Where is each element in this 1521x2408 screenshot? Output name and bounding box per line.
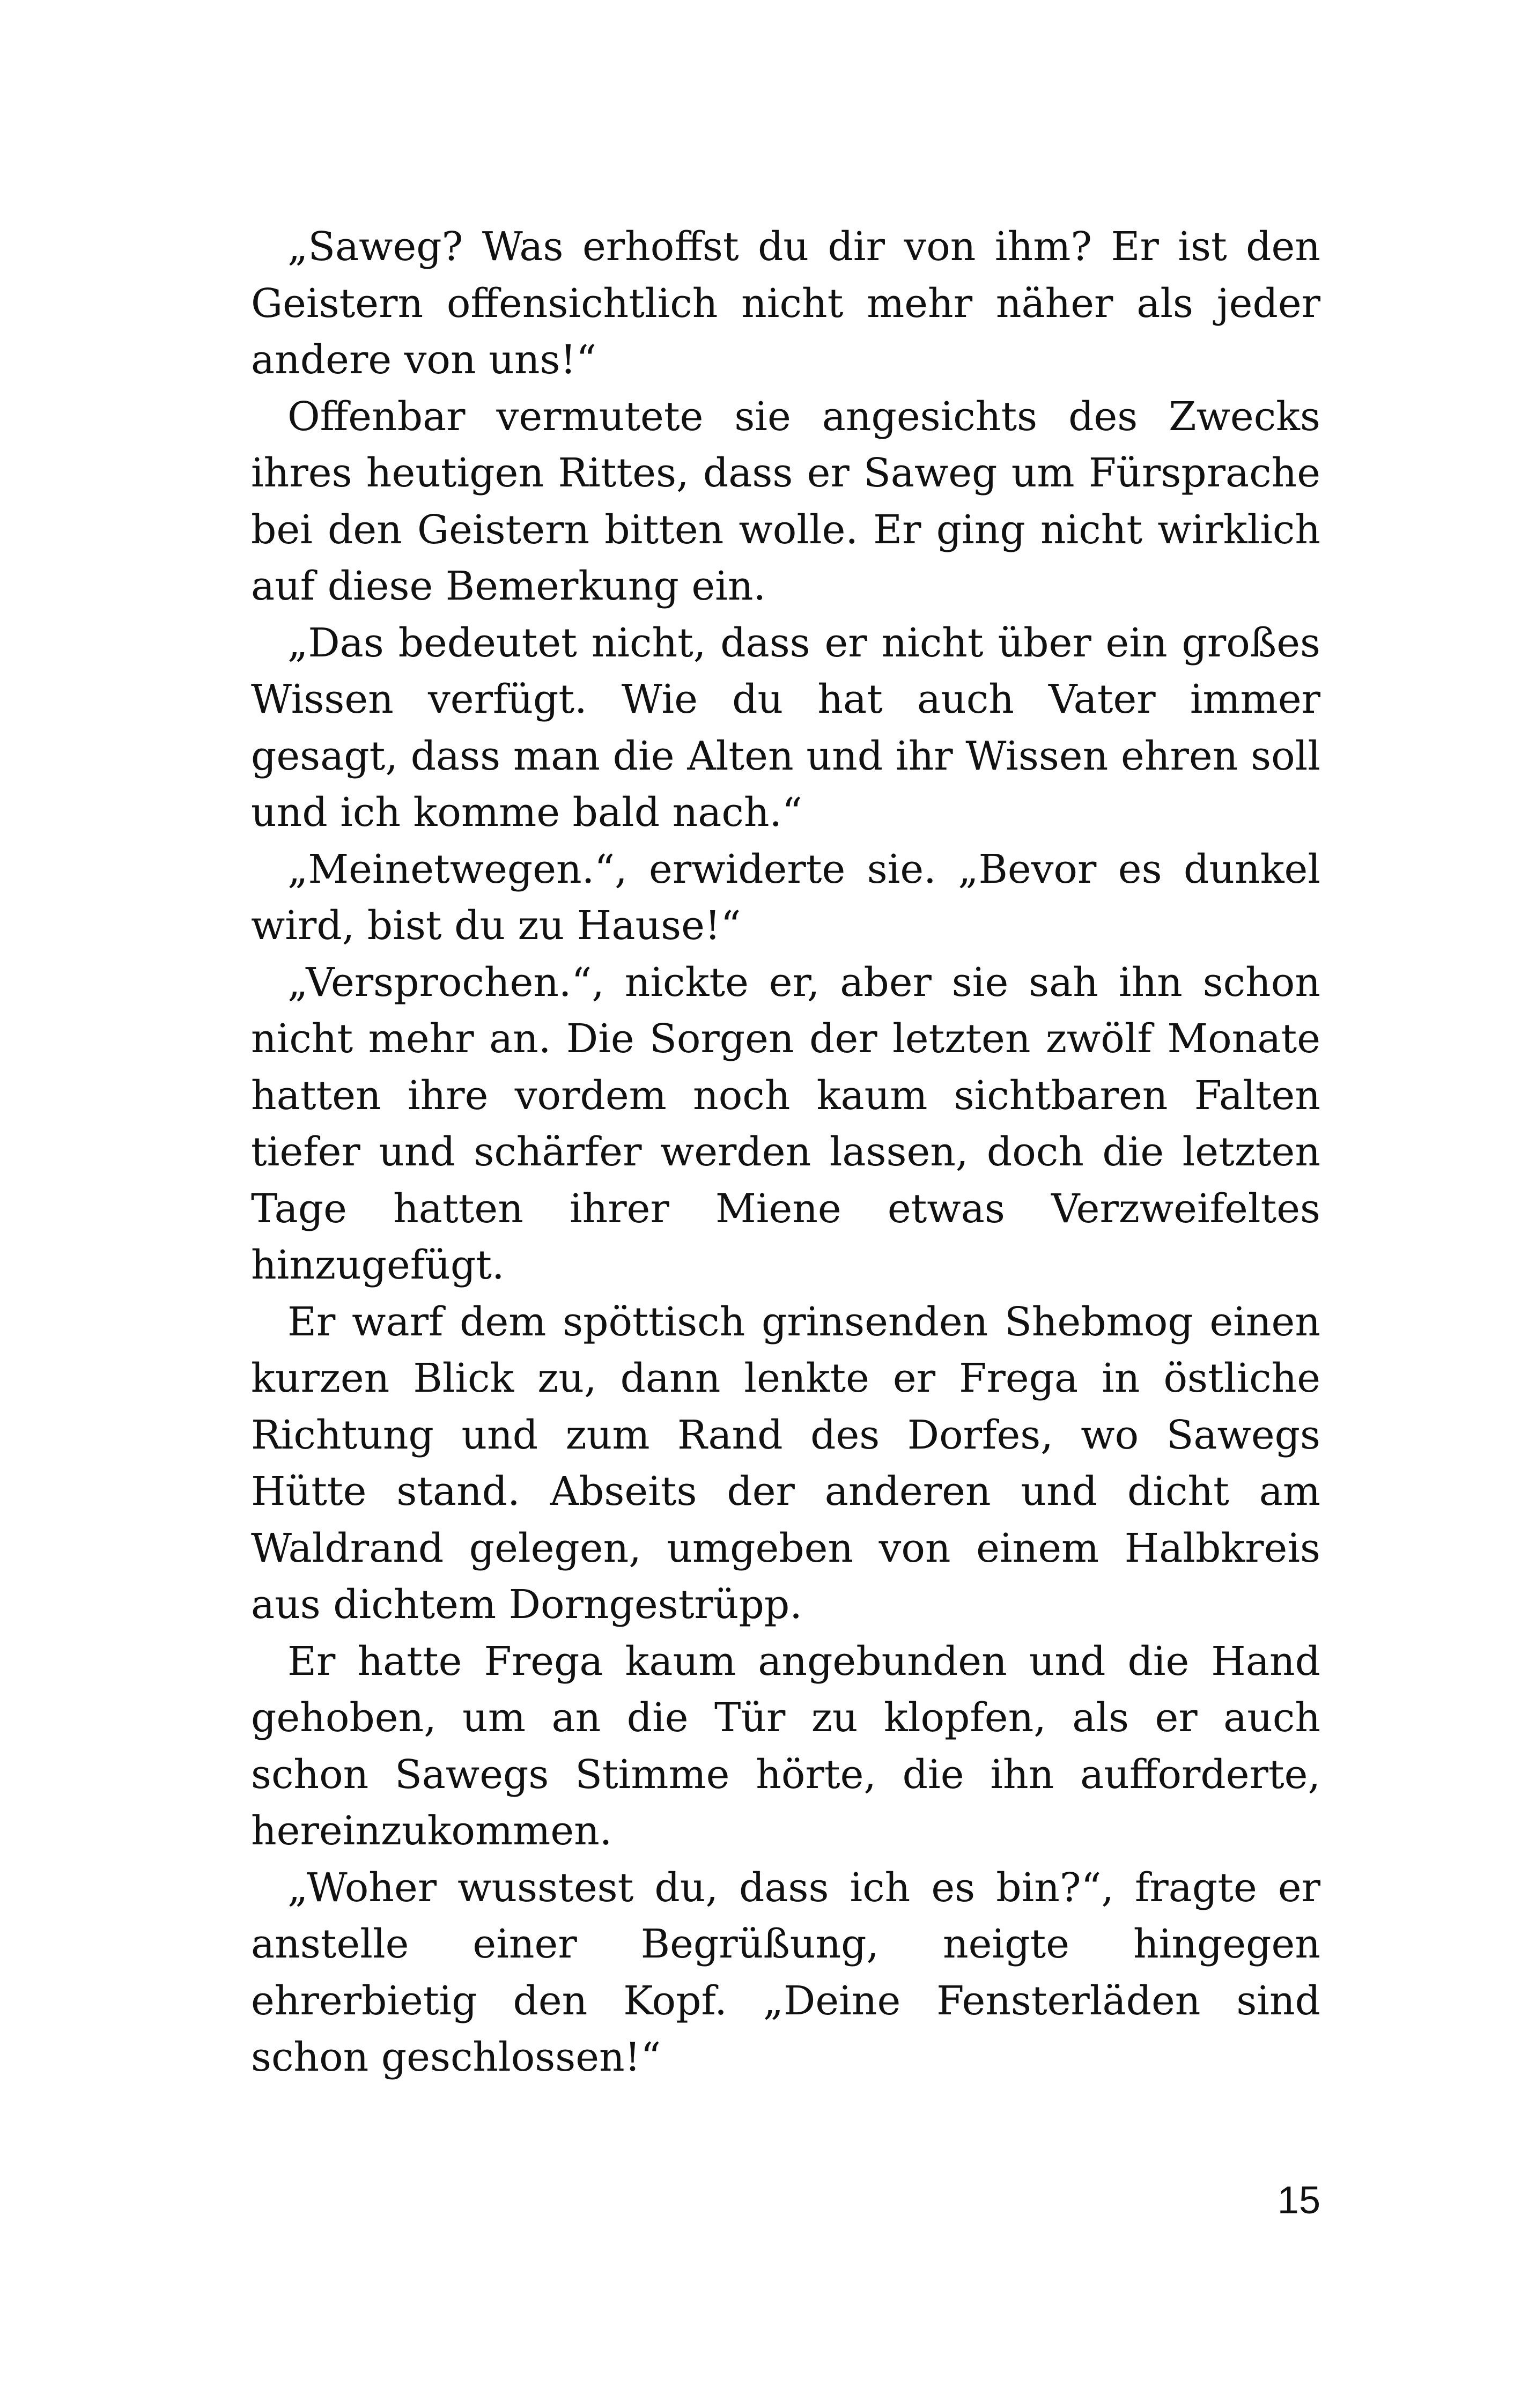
paragraph-6: Er warf dem spöttisch grinsenden Shebmog einen kurzen Blick zu, dann lenkte er Frega in östliche Richtung und zum Rand des Dorfes, wo Sawegs Hütte stand. Abseits der anderen und dicht am Waldrand gelegen, umgeben von einem Halbkreis aus dichtem Dorngestrüpp.: [251, 1298, 1320, 1628]
paragraph-8: „Woher wusstest du, dass ich es bin?“, fragte er anstelle einer Begrüßung, neigte hingegen ehrerbietig den Kopf. „Deine Fensterläden sind schon geschlossen!“: [251, 1864, 1320, 2080]
paragraph-3: „Das bedeutet nicht, dass er nicht über ein großes Wissen verfügt. Wie du hat auch Vater immer gesagt, dass man die Alten und ihr Wissen ehren soll und ich komme bald nach.“: [251, 619, 1320, 836]
paragraph-7: Er hatte Frega kaum angebunden und die Hand gehoben, um an die Tür zu klopfen, als er auch schon Sawegs Stimme hörte, die ihn aufforderte, hereinzukommen.: [251, 1638, 1320, 1854]
paragraph-4: „Meinetwegen.“, erwiderte sie. „Bevor es dunkel wird, bist du zu Hause!“: [251, 846, 1320, 949]
paragraph-5: „Versprochen.“, nickte er, aber sie sah ihn schon nicht mehr an. Die Sorgen der letzten zwölf Monate hatten ihre vordem noch kaum sichtbaren Falten tiefer und schärfer werden lassen, doch die letzten Tage hatten ihrer Miene etwas Verzweifeltes hinzugefügt.: [251, 959, 1320, 1288]
paragraph-2: Offenbar vermutete sie angesichts des Zwecks ihres heutigen Rittes, dass er Saweg um Fürsprache bei den Geistern bitten wolle. Er ging nicht wirklich auf diese Bemerkung ein.: [251, 393, 1320, 609]
body-text: [251, 219, 1320, 2086]
page-number: 15: [1277, 2179, 1320, 2222]
paragraph-1: „Saweg? Was erhoffst du dir von ihm? Er ist den Geistern offensichtlich nicht mehr näher als jeder andere von uns!“: [251, 224, 1320, 383]
